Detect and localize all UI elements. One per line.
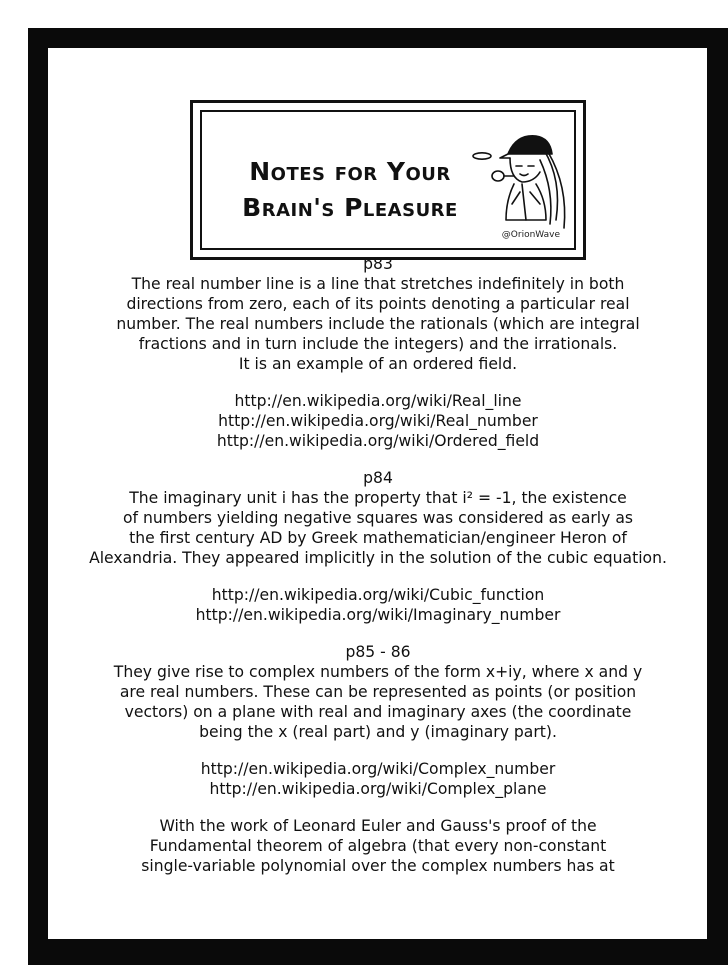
text-line: The real number line is a line that stretches indefinitely in both <box>131 275 625 293</box>
text-line: vectors) on a plane with real and imaginary axes (the coordinate <box>124 703 632 721</box>
page-frame <box>28 28 728 965</box>
reference-link: http://en.wikipedia.org/wiki/Complex_plane <box>209 780 547 798</box>
page-reference: p85 - 86 <box>345 643 411 661</box>
text-line: It is an example of an ordered field. <box>238 355 518 373</box>
text-line: With the work of Leonard Euler and Gauss's proof of the <box>159 817 597 835</box>
reference-link: http://en.wikipedia.org/wiki/Complex_number <box>200 760 556 778</box>
text-line: They give rise to complex numbers of the form x+iy, where x and y <box>113 663 643 681</box>
note-paragraph <box>68 488 688 568</box>
notes-content <box>68 254 688 876</box>
page-title <box>240 154 460 226</box>
text-line: Fundamental theorem of algebra (that every non-constant <box>149 837 607 855</box>
text-line: Alexandria. They appeared implicitly in the solution of the cubic equation. <box>89 549 667 567</box>
note-paragraph <box>68 274 688 374</box>
text-line: being the x (real part) and y (imaginary part). <box>199 723 557 741</box>
text-line: the first century AD by Greek mathematician/engineer Heron of <box>129 529 627 547</box>
note-paragraph <box>68 816 688 876</box>
reference-link: http://en.wikipedia.org/wiki/Real_number <box>218 412 538 430</box>
note-paragraph <box>68 662 688 742</box>
text-line: number. The real numbers include the rationals (which are integral <box>116 315 640 333</box>
author-credit: @OrionWave <box>501 230 560 240</box>
title-box-inner-border <box>200 110 576 250</box>
reference-link: http://en.wikipedia.org/wiki/Imaginary_number <box>195 606 561 624</box>
text-line: single-variable polynomial over the complex numbers has at <box>141 857 615 875</box>
page-reference: p84 <box>363 469 393 487</box>
title-line-1: Notes for Your <box>249 157 451 186</box>
text-line: of numbers yielding negative squares was considered as early as <box>123 509 633 527</box>
reference-link: http://en.wikipedia.org/wiki/Real_line <box>234 392 522 410</box>
title-line-2: Brain's Pleasure <box>242 193 458 222</box>
text-line: are real numbers. These can be represented as points (or position <box>119 683 637 701</box>
reference-link: http://en.wikipedia.org/wiki/Cubic_function <box>211 586 545 604</box>
text-line: directions from zero, each of its points denoting a particular real <box>126 295 630 313</box>
text-line: The imaginary unit i has the property that i² = -1, the existence <box>129 489 627 507</box>
page-reference: p83 <box>363 255 393 273</box>
reference-link: http://en.wikipedia.org/wiki/Ordered_field <box>216 432 540 450</box>
text-line: fractions and in turn include the integers) and the irrationals. <box>138 335 618 353</box>
title-box <box>190 100 586 260</box>
